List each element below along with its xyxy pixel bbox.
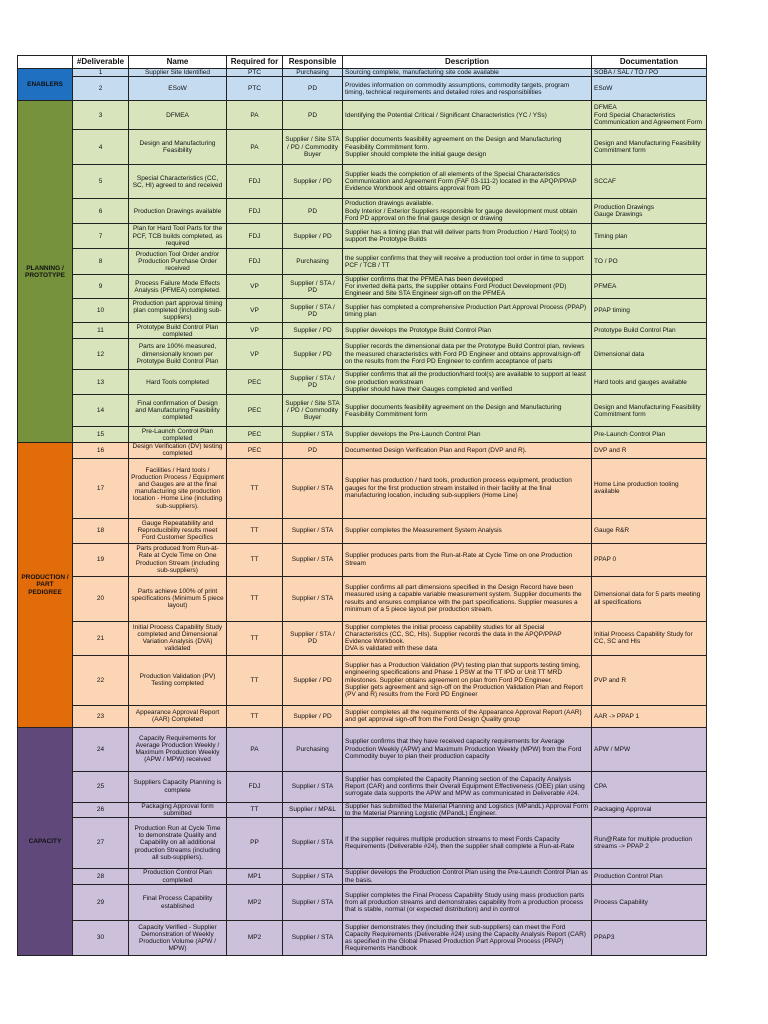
deliverable-number-cell: 6 xyxy=(73,199,129,224)
documentation-cell: Design and Manufacturing Feasibility Commitment form xyxy=(592,130,707,165)
phase-label: CAPACITY xyxy=(18,727,73,955)
responsible-cell: Supplier / Site STA / PD / Commodity Buyer xyxy=(283,395,343,427)
deliverable-number-cell: 12 xyxy=(73,339,129,370)
deliverable-number-cell: 18 xyxy=(73,518,129,543)
table-row xyxy=(18,77,707,101)
documentation-cell: AAR -> PPAP 1 xyxy=(592,705,707,727)
phase-label: ENABLERS xyxy=(18,69,73,101)
description-cell: Supplier confirms that they have received capacity requirements for Average Production Weekly (APW) and Maximum Production Weekly (MPW) from the Ford Commodity buyer to plan their production capacity xyxy=(343,727,592,771)
deliverable-number-cell: 5 xyxy=(73,165,129,199)
description-cell: Provides information on commodity assumptions, commodity targets, program timing, technical requirements and detailed roles and responsibilities xyxy=(343,77,592,101)
table-row xyxy=(18,249,707,275)
table-row xyxy=(18,101,707,130)
deliverable-name-cell: Final confirmation of Design and Manufacturing Feasibility completed xyxy=(129,395,227,427)
table-row xyxy=(18,130,707,165)
deliverable-number-cell: 17 xyxy=(73,458,129,518)
table-row xyxy=(18,458,707,518)
deliverable-name-cell: Suppliers Capacity Planning is complete xyxy=(129,771,227,802)
deliverable-number-cell: 10 xyxy=(73,299,129,323)
table-row xyxy=(18,576,707,621)
description-cell: Supplier has a Production Validation (PV) testing plan that supports testing timing, engineering specifications and Phase 1 PSW at the TT IPD or Unit TT MRD milestones. Supplier obtains agreement on plan from Ford PD Engineer. Supplier gets agreement and sign-off on the Production Validation Plan and Report (PV and R) results from the Ford PD Engineer xyxy=(343,655,592,705)
documentation-cell: Production Control Plan xyxy=(592,869,707,885)
description-cell: Supplier has a timing plan that will deliver parts from Production / Hard Tool(s) to support the Prototype Builds xyxy=(343,224,592,249)
description-cell: Supplier has completed the Capacity Planning section of the Capacity Analysis Report (CAR) and confirms their Overall Equipment Effectiveness (OEE) plan using surrogate data supports the APW and MPW as communicated in Deliverable #24. xyxy=(343,771,592,802)
table-row xyxy=(18,655,707,705)
deliverable-number-cell: 30 xyxy=(73,921,129,956)
responsible-cell: Supplier / STA xyxy=(283,427,343,443)
description-cell: If the supplier requires multiple production streams to meet Fords Capacity Requirements (Deliverable #24), then the supplier shall complete a Run-at-Rate xyxy=(343,818,592,869)
description-cell: Production drawings available. Body Interior / Exterior Suppliers responsible for gauge development must obtain Ford PD approval on the final gauge design or drawing xyxy=(343,199,592,224)
deliverable-number-cell: 4 xyxy=(73,130,129,165)
documentation-cell: Production Drawings Gauge Drawings xyxy=(592,199,707,224)
deliverable-name-cell: Parts produced from Run-at-Rate at Cycle Time on One Production Stream (including sub-suppliers) xyxy=(129,543,227,576)
deliverable-number-cell: 15 xyxy=(73,427,129,443)
deliverable-number-cell: 8 xyxy=(73,249,129,275)
responsible-cell: PD xyxy=(283,443,343,458)
deliverable-number-cell: 20 xyxy=(73,576,129,621)
deliverables-table xyxy=(17,55,707,956)
documentation-cell: Prototype Build Control Plan xyxy=(592,323,707,339)
responsible-cell: Supplier / STA xyxy=(283,885,343,921)
description-cell: Supplier confirms that the PFMEA has been developed For inverted delta parts, the supplier obtains Ford Product Development (PD) Engineer and Site STA Engineer sign-off on the PFMEA xyxy=(343,275,592,299)
deliverable-number-cell: 27 xyxy=(73,818,129,869)
deliverable-name-cell: Prototype Build Control Plan completed xyxy=(129,323,227,339)
required-for-cell: VP xyxy=(227,323,283,339)
description-cell: Identifying the Potential Critical / Significant Characteristics (YC / YSs) xyxy=(343,101,592,130)
table-row xyxy=(18,395,707,427)
table-row xyxy=(18,443,707,458)
documentation-cell: Gauge R&R xyxy=(592,518,707,543)
deliverable-name-cell: Final Process Capability established xyxy=(129,885,227,921)
description-cell: Supplier completes all the requirements of the Appearance Approval Report (AAR) and get approval sign-off from the Ford Design Quality group xyxy=(343,705,592,727)
responsible-cell: Supplier / STA xyxy=(283,771,343,802)
responsible-header: Responsible xyxy=(283,56,343,69)
required-for-cell: PEC xyxy=(227,370,283,395)
responsible-cell: Supplier / STA / PD xyxy=(283,299,343,323)
required-for-cell: PP xyxy=(227,818,283,869)
required-for-cell: PTC xyxy=(227,69,283,77)
description-cell: Supplier documents feasibility agreement on the Design and Manufacturing Feasibility Commitment form. Supplier should complete the initial gauge design xyxy=(343,130,592,165)
responsible-cell: Supplier / STA / PD xyxy=(283,621,343,655)
responsible-cell: Supplier / PD xyxy=(283,339,343,370)
deliverable-name-cell: Facilities / Hard tools / Production Process / Equipment and Gauges are at the final manufacturing site production location - Home Line (including sub-suppliers). xyxy=(129,458,227,518)
description-cell: Supplier confirms all part dimensions specified in the Design Record have been measured using a capable variable measurement system. Supplier documents the results and ensures compliance with the part specifications. Supplier measures a minimum of a 5 piece layout per production stream. xyxy=(343,576,592,621)
documentation-cell: Packaging Approval xyxy=(592,802,707,817)
deliverable-number-cell: 3 xyxy=(73,101,129,130)
description-cell: Supplier demonstrates they (including their sub-suppliers) can meet the Ford Capacity Requirements (Deliverable #24) using the Capacity Analysis Report (CAR) as specified in the Global Phased Production Part Approval Process (PPAP) Requirements Handbook xyxy=(343,921,592,956)
description-cell: Supplier completes the Final Process Capability Study using mass production parts from all production streams and demonstrates capability from a production process that is stable, normal (or expected distribution) and in control xyxy=(343,885,592,921)
required-for-cell: FDJ xyxy=(227,224,283,249)
deliverable-name-cell: ESoW xyxy=(129,77,227,101)
deliverable-number-cell: 29 xyxy=(73,885,129,921)
documentation-cell: Pre-Launch Control Plan xyxy=(592,427,707,443)
required-for-cell: MP2 xyxy=(227,921,283,956)
responsible-cell: Supplier / STA / PD xyxy=(283,275,343,299)
phase-column-header xyxy=(18,56,73,69)
required-for-cell: PEC xyxy=(227,395,283,427)
responsible-cell: Supplier / Site STA / PD / Commodity Buyer xyxy=(283,130,343,165)
description-cell: Supplier completes the Measurement System Analysis xyxy=(343,518,592,543)
name-header: Name xyxy=(129,56,227,69)
responsible-cell: Supplier / STA xyxy=(283,921,343,956)
deliverable-name-cell: Design Verification (DV) testing completed xyxy=(129,443,227,458)
table-row xyxy=(18,885,707,921)
required-for-cell: TT xyxy=(227,705,283,727)
table-row xyxy=(18,323,707,339)
responsible-cell: Supplier / STA xyxy=(283,818,343,869)
table-row xyxy=(18,771,707,802)
responsible-cell: Supplier / STA / PD xyxy=(283,370,343,395)
deliverable-number-cell: 25 xyxy=(73,771,129,802)
documentation-cell: Dimensional data xyxy=(592,339,707,370)
deliverable-number-cell: 21 xyxy=(73,621,129,655)
required-for-cell: TT xyxy=(227,621,283,655)
table-row xyxy=(18,69,707,77)
table-row xyxy=(18,818,707,869)
phase-label: PLANNING / PROTOTYPE xyxy=(18,101,73,443)
documentation-header: Documentation xyxy=(592,56,707,69)
table-row xyxy=(18,543,707,576)
responsible-cell: Supplier / STA xyxy=(283,518,343,543)
documentation-cell: ESoW xyxy=(592,77,707,101)
documentation-cell: Dimensional data for 5 parts meeting all specifications xyxy=(592,576,707,621)
deliverable-name-cell: Capacity Requirements for Average Production Weekly / Maximum Production Weekly (APW / MPW) received xyxy=(129,727,227,771)
responsible-cell: Purchasing xyxy=(283,727,343,771)
description-cell: Supplier completes the initial process capability studies for all Special Characteristics (CC, SC, HIs). Supplier records the data in the APQP/PPAP Evidence Workbook. DVA is validated with these data xyxy=(343,621,592,655)
responsible-cell: Supplier / STA xyxy=(283,458,343,518)
responsible-cell: PD xyxy=(283,77,343,101)
phase-label: PRODUCTION / PART PEDIGREE xyxy=(18,443,73,727)
header-row xyxy=(18,56,707,69)
deliverable-name-cell: Production part approval timing plan completed (including sub-suppliers) xyxy=(129,299,227,323)
deliverable-name-cell: Hard Tools completed xyxy=(129,370,227,395)
table-row xyxy=(18,705,707,727)
deliverable-name-cell: Design and Manufacturing Feasibility xyxy=(129,130,227,165)
deliverable-name-cell: Packaging Approval form submitted xyxy=(129,802,227,817)
deliverable-name-cell: Production Run at Cycle Time to demonstrate Quality and Capability on all additional production Streams (including all sub-suppliers). xyxy=(129,818,227,869)
table-row xyxy=(18,621,707,655)
table-row xyxy=(18,921,707,956)
required-for-cell: TT xyxy=(227,802,283,817)
responsible-cell: Supplier / PD xyxy=(283,655,343,705)
deliverable-name-cell: Special Characteristics (CC, SC, HI) agreed to and received xyxy=(129,165,227,199)
table-row xyxy=(18,427,707,443)
description-cell: Supplier confirms that all the production/hard tool(s) are available to support at least one production workstream Supplier should have their Gauges completed and verified xyxy=(343,370,592,395)
required-for-cell: TT xyxy=(227,518,283,543)
table-row xyxy=(18,518,707,543)
required-for-cell: PEC xyxy=(227,427,283,443)
deliverable-name-cell: Production Control Plan completed xyxy=(129,869,227,885)
responsible-cell: Purchasing xyxy=(283,69,343,77)
required-for-cell: FDJ xyxy=(227,165,283,199)
responsible-cell: Supplier / PD xyxy=(283,165,343,199)
documentation-cell: PPAP timing xyxy=(592,299,707,323)
deliverables-body xyxy=(18,69,707,956)
deliverable-number-cell: 24 xyxy=(73,727,129,771)
deliverable-number-cell: 9 xyxy=(73,275,129,299)
documentation-cell: Timing plan xyxy=(592,224,707,249)
required-for-header: Required for xyxy=(227,56,283,69)
deliverable-name-cell: Production Validation (PV) Testing completed xyxy=(129,655,227,705)
deliverable-name-cell: Production Drawings available xyxy=(129,199,227,224)
responsible-cell: Supplier / PD xyxy=(283,705,343,727)
description-cell: Supplier produces parts from the Run-at-Rate at Cycle Time on one Production Stream xyxy=(343,543,592,576)
documentation-cell: Initial Process Capability Study for CC, SC and HIs xyxy=(592,621,707,655)
documentation-cell: SCCAF xyxy=(592,165,707,199)
documentation-cell: PVP and R xyxy=(592,655,707,705)
deliverable-name-cell: Initial Process Capability Study completed and Dimensional Variation Analysis (DVA) validated xyxy=(129,621,227,655)
documentation-cell: CPA xyxy=(592,771,707,802)
required-for-cell: PA xyxy=(227,130,283,165)
deliverable-number-cell: 13 xyxy=(73,370,129,395)
documentation-cell: Hard tools and gauges available xyxy=(592,370,707,395)
required-for-cell: TT xyxy=(227,655,283,705)
deliverable-number-cell: 7 xyxy=(73,224,129,249)
required-for-cell: PA xyxy=(227,727,283,771)
table-row xyxy=(18,802,707,817)
table-row xyxy=(18,199,707,224)
description-cell: Supplier records the dimensional data per the Prototype Build Control plan, reviews the measured characteristics with Ford PD Engineer and obtains approval/sign-off on the results from the Ford PD Engineer to confirm acceptance of parts xyxy=(343,339,592,370)
required-for-cell: FDJ xyxy=(227,771,283,802)
description-cell: Documented Design Verification Plan and Report (DVP and R). xyxy=(343,443,592,458)
table-row xyxy=(18,299,707,323)
required-for-cell: TT xyxy=(227,576,283,621)
table-row xyxy=(18,224,707,249)
documentation-cell: PPAP3 xyxy=(592,921,707,956)
description-cell: Sourcing complete, manufacturing site code available xyxy=(343,69,592,77)
required-for-cell: VP xyxy=(227,299,283,323)
documentation-cell: PPAP 0 xyxy=(592,543,707,576)
description-cell: Supplier documents feasibility agreement on the Design and Manufacturing Feasibility Commitment form xyxy=(343,395,592,427)
documentation-cell: DFMEA Ford Special Characteristics Communication and Agreement Form xyxy=(592,101,707,130)
responsible-cell: Supplier / PD xyxy=(283,224,343,249)
required-for-cell: TT xyxy=(227,458,283,518)
deliverable-name-cell: Process Failure Mode Effects Analysis (PFMEA) completed. xyxy=(129,275,227,299)
deliverable-name-cell: Gauge Repeatability and Reproducibility results meet Ford Customer Specifics xyxy=(129,518,227,543)
table-row xyxy=(18,275,707,299)
deliverable-number-cell: 22 xyxy=(73,655,129,705)
responsible-cell: Supplier / PD xyxy=(283,323,343,339)
documentation-cell: Process Capability xyxy=(592,885,707,921)
deliverable-name-cell: Appearance Approval Report (AAR) Completed xyxy=(129,705,227,727)
deliverable-name-cell: Plan for Hard Tool Parts for the PCF, TCB builds completed, as required xyxy=(129,224,227,249)
description-cell: Supplier has submitted the Material Planning and Logistics (MPandL) Approval Form to the Material Planning Logistic (MPandL) Engineer. xyxy=(343,802,592,817)
responsible-cell: Supplier / STA xyxy=(283,869,343,885)
responsible-cell: Supplier / MP&L xyxy=(283,802,343,817)
deliverable-number-cell: 14 xyxy=(73,395,129,427)
deliverable-name-cell: Supplier Site Identified xyxy=(129,69,227,77)
table-row xyxy=(18,339,707,370)
deliverable-name-cell: Parts achieve 100% of print specifications (Minimum 5 piece layout) xyxy=(129,576,227,621)
responsible-cell: PD xyxy=(283,199,343,224)
responsible-cell: Supplier / STA xyxy=(283,543,343,576)
description-cell: Supplier leads the completion of all elements of the Special Characteristics Communication and Agreement Form (FAF 03-111-2) located in the APQP/PPAP Evidence Workbook and obtains approval from PD xyxy=(343,165,592,199)
deliverable-number-cell: 11 xyxy=(73,323,129,339)
required-for-cell: VP xyxy=(227,339,283,370)
responsible-cell: Supplier / STA xyxy=(283,576,343,621)
required-for-cell: VP xyxy=(227,275,283,299)
documentation-cell: DVP and R xyxy=(592,443,707,458)
deliverable-name-cell: Capacity Verified - Supplier Demonstration of Weekly Production Volume (APW / MPW) xyxy=(129,921,227,956)
deliverable-name-cell: Pre-Launch Control Plan completed xyxy=(129,427,227,443)
deliverable-number-cell: 26 xyxy=(73,802,129,817)
required-for-cell: PTC xyxy=(227,77,283,101)
deliverable-name-cell: DFMEA xyxy=(129,101,227,130)
documentation-cell: SOBA / SAL / TO / PO xyxy=(592,69,707,77)
deliverable-number-cell: 2 xyxy=(73,77,129,101)
responsible-cell: Purchasing xyxy=(283,249,343,275)
table-row xyxy=(18,727,707,771)
required-for-cell: FDJ xyxy=(227,199,283,224)
required-for-cell: PA xyxy=(227,101,283,130)
documentation-cell: Run@Rate for multiple production streams -> PPAP 2 xyxy=(592,818,707,869)
required-for-cell: TT xyxy=(227,543,283,576)
documentation-cell: Design and Manufacturing Feasibility Commitment form xyxy=(592,395,707,427)
documentation-cell: PFMEA xyxy=(592,275,707,299)
deliverable-name-cell: Production Tool Order and/or Production Purchase Order received xyxy=(129,249,227,275)
description-cell: Supplier develops the Production Control Plan using the Pre-Launch Control Plan as the basis. xyxy=(343,869,592,885)
deliverable-name-cell: Parts are 100% measured, dimensionally known per Prototype Build Control Plan xyxy=(129,339,227,370)
table-row xyxy=(18,165,707,199)
responsible-cell: PD xyxy=(283,101,343,130)
deliverable-number-cell: 23 xyxy=(73,705,129,727)
description-cell: Supplier develops the Prototype Build Control Plan xyxy=(343,323,592,339)
table-row xyxy=(18,370,707,395)
description-cell: the supplier confirms that they will receive a production tool order in time to support PCF / TCB / TT xyxy=(343,249,592,275)
documentation-cell: TO / PO xyxy=(592,249,707,275)
deliverable-number-cell: 16 xyxy=(73,443,129,458)
description-header: Description xyxy=(343,56,592,69)
required-for-cell: MP1 xyxy=(227,869,283,885)
description-cell: Supplier has production / hard tools, production process equipment, production gauges for the first production stream installed in their facility at the final manufacturing location, including sub-suppliers (Home Line) xyxy=(343,458,592,518)
deliverable-number-cell: 28 xyxy=(73,869,129,885)
required-for-cell: MP2 xyxy=(227,885,283,921)
required-for-cell: PEC xyxy=(227,443,283,458)
description-cell: Supplier develops the Pre-Launch Control Plan xyxy=(343,427,592,443)
documentation-cell: Home Line production tooling available xyxy=(592,458,707,518)
documentation-cell: APW / MPW xyxy=(592,727,707,771)
deliverable-number-cell: 19 xyxy=(73,543,129,576)
deliverable-number-cell: 1 xyxy=(73,69,129,77)
deliverable-number-header: #Deliverable xyxy=(73,56,129,69)
description-cell: Supplier has completed a comprehensive Production Part Approval Process (PPAP) timing plan xyxy=(343,299,592,323)
required-for-cell: FDJ xyxy=(227,249,283,275)
table-row xyxy=(18,869,707,885)
